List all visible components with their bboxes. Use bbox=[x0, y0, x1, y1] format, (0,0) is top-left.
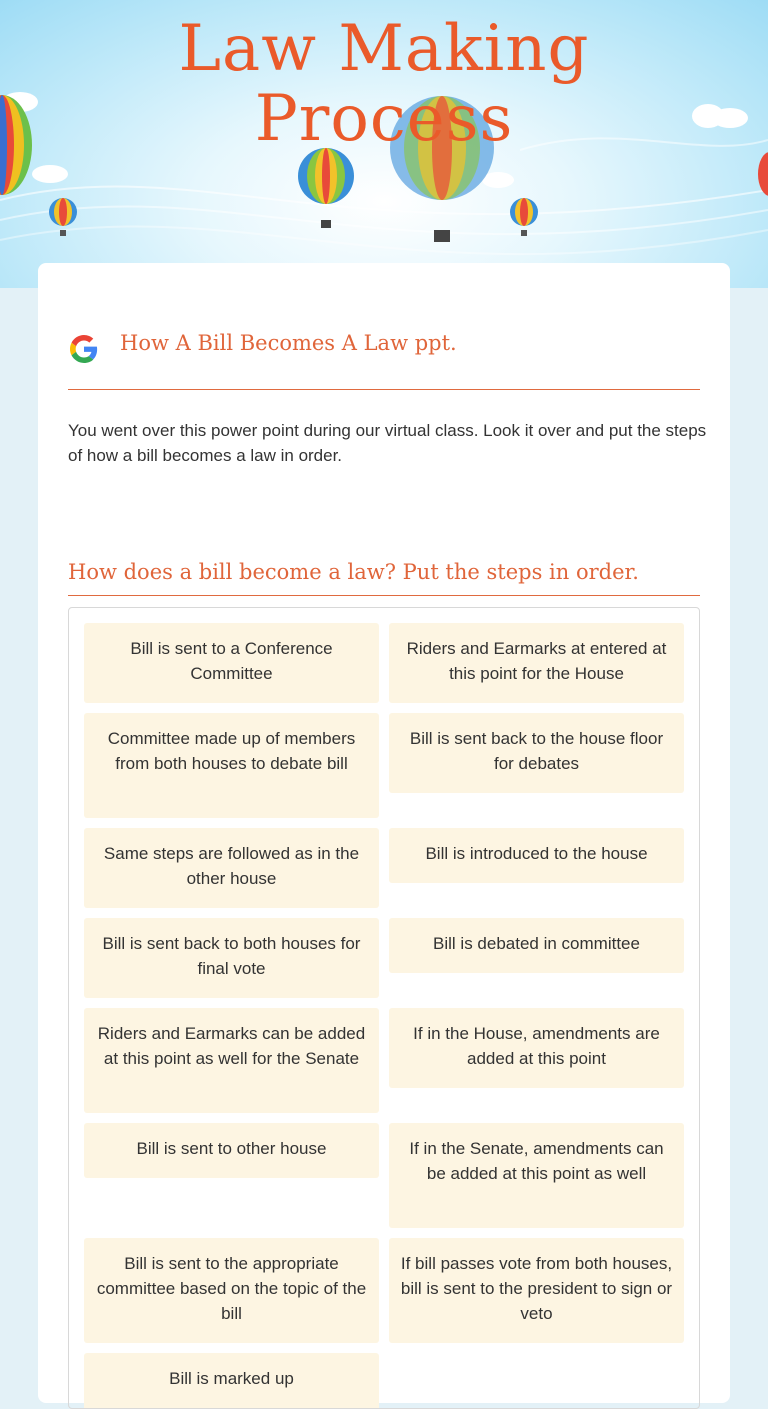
question-title: How does a bill become a law? Put the steps in order. bbox=[68, 555, 700, 596]
google-g-icon bbox=[70, 335, 98, 363]
instructions-text: You went over this power point during our virtual class. Look it over and put the steps of how a bill becomes a law in order. bbox=[68, 421, 707, 465]
sort-tile[interactable]: Bill is sent to other house bbox=[84, 1123, 379, 1178]
balloon-icon bbox=[756, 150, 768, 198]
sort-tile[interactable]: Bill is debated in committee bbox=[389, 918, 684, 973]
sort-tile[interactable]: Bill is introduced to the house bbox=[389, 828, 684, 883]
cloud-icon bbox=[30, 160, 70, 186]
balloon-icon bbox=[296, 148, 356, 230]
header-banner bbox=[0, 0, 768, 288]
link-label[interactable]: How A Bill Becomes A Law ppt. bbox=[120, 331, 457, 355]
sort-tile[interactable]: Committee made up of members from both houses to debate bill bbox=[84, 713, 379, 818]
balloon-icon bbox=[508, 198, 540, 242]
worksheet-card bbox=[38, 263, 730, 1403]
sort-tile[interactable]: Bill is sent to the appropriate committee based on the topic of the bill bbox=[84, 1238, 379, 1343]
sort-tile[interactable]: If in the House, amendments are added at this point bbox=[389, 1008, 684, 1088]
sort-tile[interactable]: Bill is sent back to both houses for final vote bbox=[84, 918, 379, 998]
sort-tile[interactable]: Same steps are followed as in the other house bbox=[84, 828, 379, 908]
sort-tile[interactable]: If in the Senate, amendments can be added at this point as well bbox=[389, 1123, 684, 1228]
sort-tile[interactable]: Bill is sent to a Conference Committee bbox=[84, 623, 379, 703]
balloon-icon bbox=[48, 198, 78, 242]
sort-tile[interactable]: If bill passes vote from both houses, bill is sent to the president to sign or veto bbox=[389, 1238, 684, 1343]
page-title bbox=[0, 14, 768, 154]
sort-tile[interactable]: Riders and Earmarks at entered at this point for the House bbox=[389, 623, 684, 703]
google-link[interactable] bbox=[68, 323, 700, 390]
title-line-1: Law Making bbox=[178, 12, 590, 86]
sort-area bbox=[68, 607, 700, 1409]
sort-tile[interactable]: Bill is sent back to the house floor for debates bbox=[389, 713, 684, 793]
sort-tile[interactable]: Riders and Earmarks can be added at this point as well for the Senate bbox=[84, 1008, 379, 1113]
sort-tile[interactable]: Bill is marked up bbox=[84, 1353, 379, 1409]
title-line-2: Process bbox=[254, 82, 514, 156]
